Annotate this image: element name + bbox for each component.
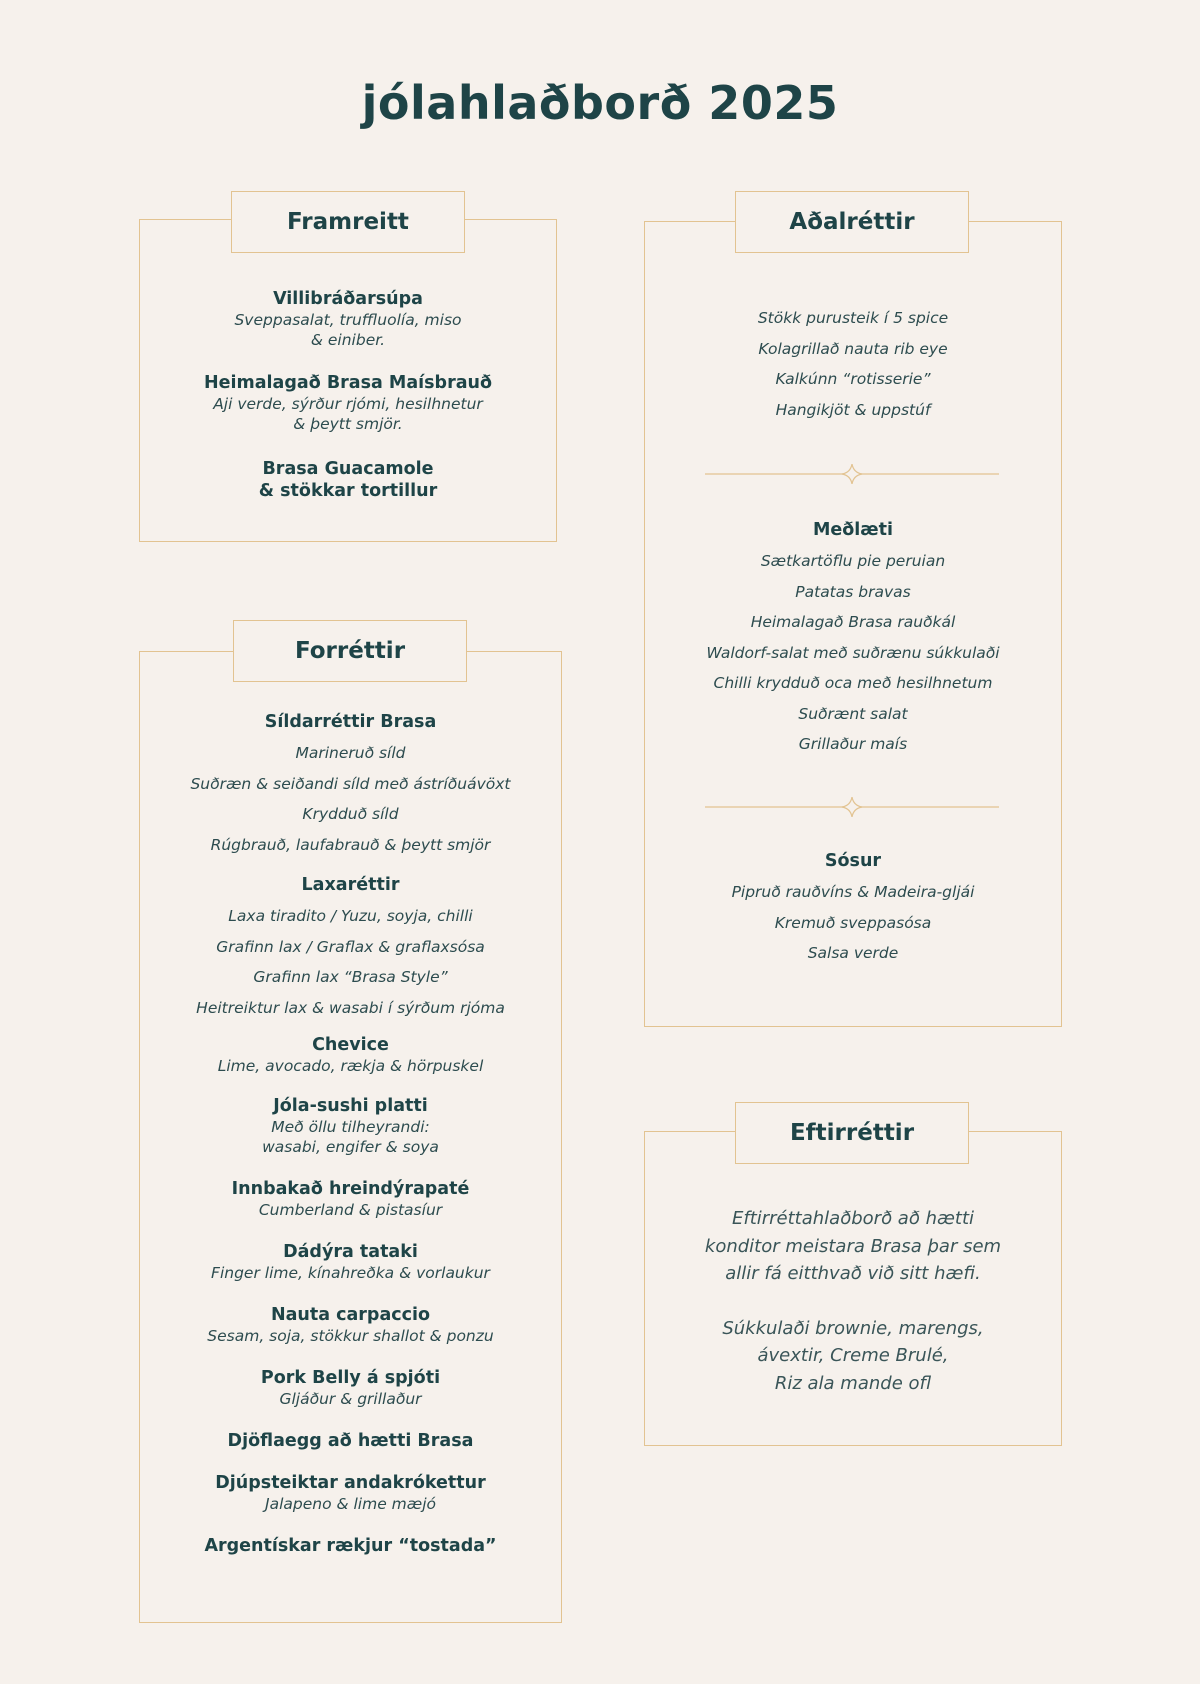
dish-desc: Aji verde, sýrður rjómi, hesilhnetur bbox=[213, 395, 483, 413]
dish-name: Jóla-sushi platti bbox=[273, 1096, 428, 1116]
menu-item: Grillaður maís bbox=[798, 735, 908, 753]
menu-item: Heitreiktur lax & wasabi í sýrðum rjóma bbox=[196, 998, 505, 1017]
dish-name: Pork Belly á spjóti bbox=[260, 1368, 441, 1388]
adalrettir-heading: Aðalréttir bbox=[735, 191, 969, 253]
dish-desc: wasabi, engifer & soya bbox=[262, 1138, 439, 1156]
forrettir-box bbox=[139, 651, 562, 1623]
menu-item: Stökk purusteik í 5 spice bbox=[757, 309, 949, 327]
eftirrettir-heading: Eftirréttir bbox=[735, 1102, 969, 1164]
menu-item: Suðrænt salat bbox=[798, 704, 908, 723]
dish-name: Heimalagað Brasa Maísbrauð bbox=[204, 373, 492, 393]
menu-item: Kolagrillað nauta rib eye bbox=[758, 339, 948, 358]
dish-desc: Gljáður & grillaður bbox=[279, 1390, 422, 1408]
dish-name: Argentískar rækjur “tostada” bbox=[204, 1536, 497, 1556]
dish-desc: & þeytt smjör. bbox=[293, 415, 403, 433]
menu-item: Laxa tiradito / Yuzu, soyja, chilli bbox=[228, 907, 473, 925]
section-heading: Meðlæti bbox=[812, 520, 893, 540]
dessert-text: ávextir, Creme Brulé, bbox=[757, 1345, 949, 1366]
dish-name: Dádýra tataki bbox=[283, 1242, 418, 1262]
dish-desc: Lime, avocado, rækja & hörpuskel bbox=[217, 1057, 484, 1075]
section-heading: Laxaréttir bbox=[301, 875, 400, 895]
dish-desc: Cumberland & pistasíur bbox=[258, 1201, 443, 1219]
menu-item: Marineruð síld bbox=[295, 744, 406, 762]
dish-name: & stökkar tortillur bbox=[258, 481, 438, 501]
dish-desc: Finger lime, kínahreðka & vorlaukur bbox=[211, 1264, 490, 1282]
menu-item: Salsa verde bbox=[807, 944, 899, 962]
ornament-divider bbox=[705, 464, 999, 484]
dish-name: Innbakað hreindýrapaté bbox=[231, 1179, 470, 1199]
menu-item: Suðræn & seiðandi síld með ástríðuávöxt bbox=[190, 774, 511, 793]
menu-item: Kalkúnn “rotisserie” bbox=[775, 370, 931, 388]
framreitt-heading: Framreitt bbox=[231, 191, 465, 253]
menu-item: Grafinn lax “Brasa Style” bbox=[253, 968, 448, 986]
dish-name: Djöflaegg að hætti Brasa bbox=[227, 1431, 474, 1451]
menu-item: Waldorf-salat með suðrænu súkkulaði bbox=[706, 643, 1000, 662]
dish-desc: & einiber. bbox=[310, 331, 386, 349]
dish-desc: Jalapeno & lime mæjó bbox=[265, 1495, 436, 1513]
menu-item: Rúgbrauð, laufabrauð & þeytt smjör bbox=[210, 835, 491, 854]
dish-name: Chevice bbox=[312, 1035, 389, 1055]
dessert-text: Riz ala mande ofl bbox=[774, 1372, 932, 1394]
dessert-text: Eftirréttahlaðborð að hætti bbox=[731, 1208, 974, 1229]
dish-desc: Með öllu tilheyrandi: bbox=[271, 1118, 430, 1136]
menu-item: Grafinn lax / Graflax & graflaxsósa bbox=[216, 937, 485, 956]
section-heading: Sósur bbox=[824, 851, 882, 871]
menu-item: Patatas bravas bbox=[795, 582, 911, 601]
dish-name: Brasa Guacamole bbox=[262, 459, 434, 479]
forrettir-heading: Forréttir bbox=[233, 620, 467, 682]
eftirrettir-box bbox=[644, 1131, 1062, 1446]
dessert-text: Súkkulaði brownie, marengs, bbox=[722, 1317, 984, 1339]
dish-desc: Sveppasalat, truffluolía, miso bbox=[234, 311, 462, 329]
menu-item: Hangikjöt & uppstúf bbox=[775, 400, 931, 419]
section-heading: Síldarréttir Brasa bbox=[264, 712, 437, 732]
dish-name: Villibráðarsúpa bbox=[273, 289, 423, 309]
dessert-text: konditor meistara Brasa þar sem bbox=[704, 1235, 1002, 1257]
dessert-text: allir fá eitthvað við sitt hæfi. bbox=[725, 1263, 981, 1284]
menu-item: Sætkartöflu pie peruian bbox=[760, 552, 946, 570]
menu-item: Pipruð rauðvíns & Madeira-gljái bbox=[731, 883, 975, 901]
adalrettir-box bbox=[644, 221, 1062, 1027]
menu-item: Krydduð síld bbox=[302, 805, 399, 823]
dish-name: Nauta carpaccio bbox=[270, 1305, 431, 1325]
dish-desc: Sesam, soja, stökkur shallot & ponzu bbox=[207, 1327, 494, 1345]
framreitt-box bbox=[139, 219, 557, 542]
menu-item: Heimalagað Brasa rauðkál bbox=[750, 613, 956, 631]
ornament-divider bbox=[705, 797, 999, 817]
menu-item: Kremuð sveppasósa bbox=[774, 913, 932, 932]
menu-item: Chilli krydduð oca með hesilhnetum bbox=[713, 674, 993, 692]
dish-name: Djúpsteiktar andakrókettur bbox=[215, 1473, 486, 1493]
page-title: jólahlaðborð 2025 bbox=[361, 76, 839, 130]
